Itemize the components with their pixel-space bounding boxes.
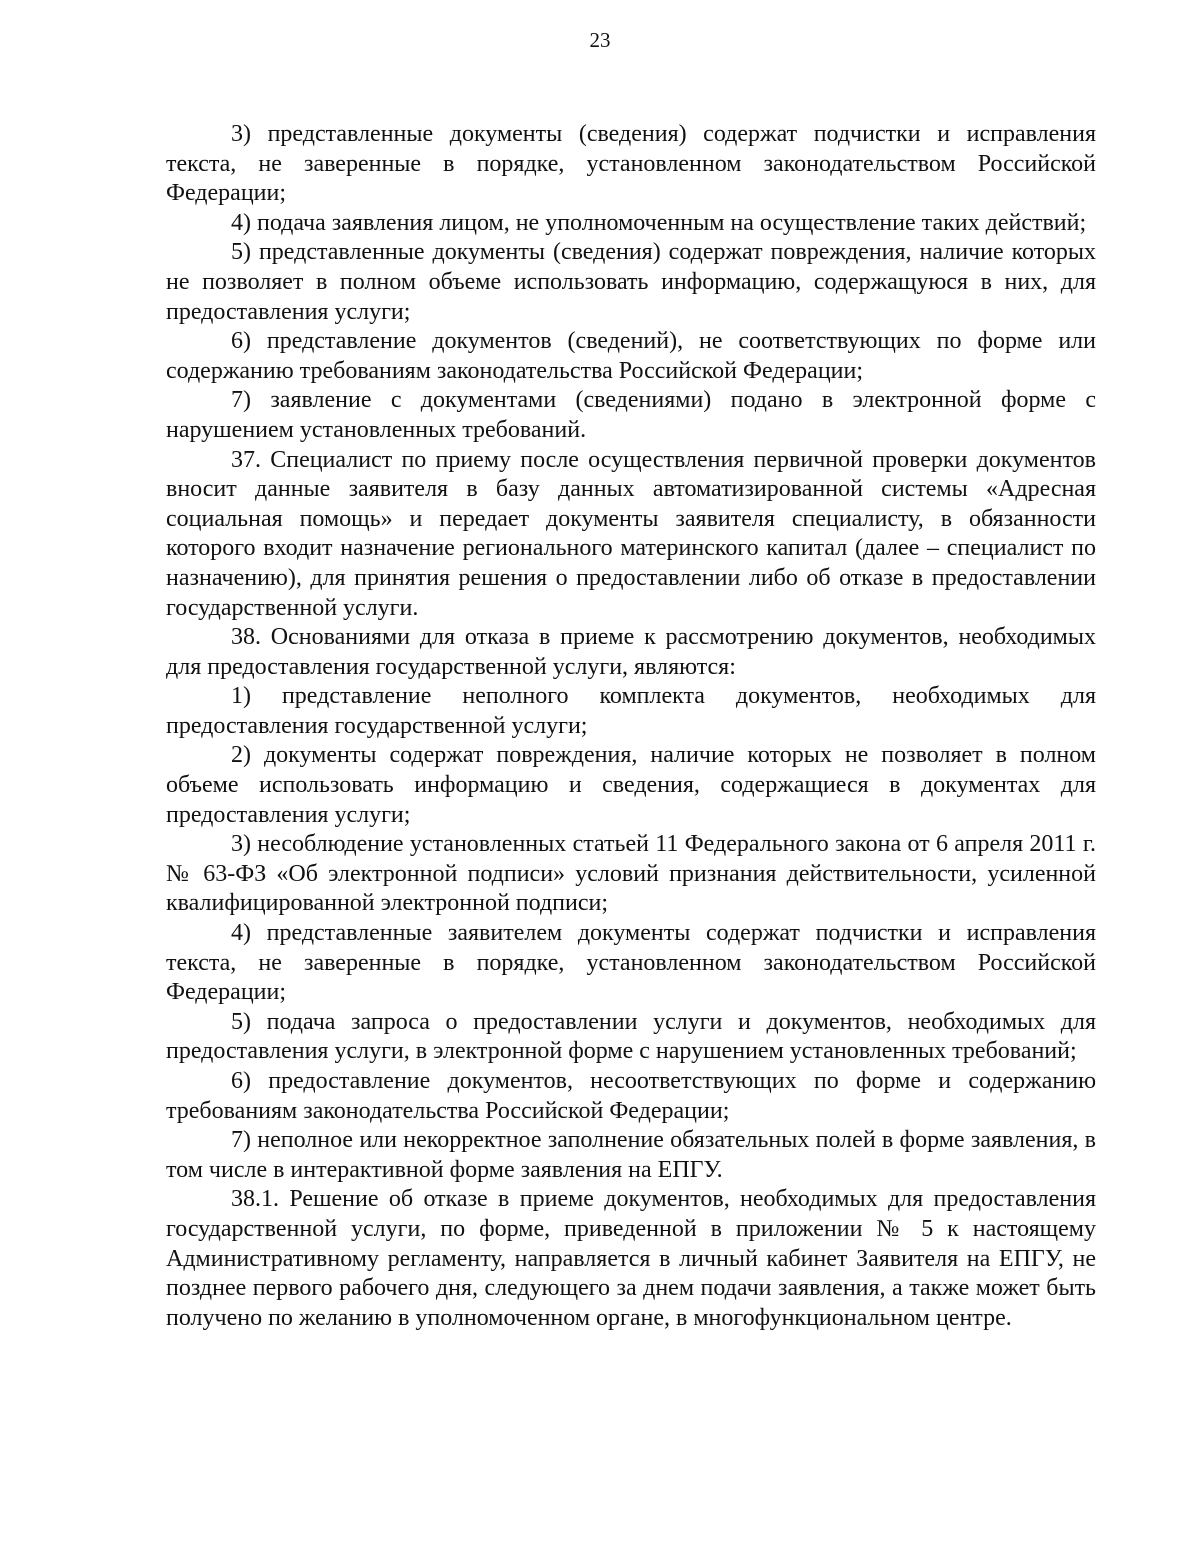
paragraph-38-item-4: 4) представленные заявителем документы содержат подчистки и исправления текста, не заверенные в порядке, установленном законодательством Российской Федерации; [166, 920, 1096, 1006]
page-number: 23 [589, 28, 611, 52]
paragraph-38: 38. Основаниями для отказа в приеме к рассмотрению документов, необходимых для предоставления государственной услуги, являются: [166, 624, 1096, 680]
paragraph-item-3-corrections: 3) представленные документы (сведения) содержат подчистки и исправления текста, не заверенные в порядке, установленном законодательством Российской Федерации; [166, 121, 1096, 207]
paragraph-item-5-damage: 5) представленные документы (сведения) содержат повреждения, наличие которых не позволяет в полном объеме использовать информацию, содержащуюся в них, для предоставления услуги; [166, 239, 1096, 325]
paragraph-38-item-3: 3) несоблюдение установленных статьей 11 Федерального закона от 6 апреля 2011 г. № 63-ФЗ «Об электронной подписи» условий признания действительности, усиленной квалифицированной электронной подписи; [166, 831, 1096, 917]
paragraph-38-item-5: 5) подача запроса о предоставлении услуги и документов, необходимых для предоставления услуги, в электронной форме с нарушением установленных требований; [166, 1008, 1096, 1065]
paragraph-item-7-electronic: 7) заявление с документами (сведениями) подано в электронной форме с нарушением установленных требований. [166, 387, 1096, 443]
paragraph-38-item-7: 7) неполное или некорректное заполнение обязательных полей в форме заявления, в том числе в интерактивной форме заявления на ЕПГУ. [166, 1127, 1096, 1183]
paragraph-38-item-2: 2) документы содержат повреждения, наличие которых не позволяет в полном объеме использовать информацию и сведения, содержащиеся в документах для предоставления услуги; [166, 742, 1096, 828]
paragraph-item-6-nonconforming: 6) представление документов (сведений), не соответствующих по форме или содержанию требованиям законодательства Российской Федерации; [166, 328, 1096, 384]
document-body [166, 120, 1096, 1333]
paragraph-38-item-6: 6) предоставление документов, несоответствующих по форме и содержанию требованиям законодательства Российской Федерации; [166, 1068, 1096, 1124]
paragraph-item-4-unauthorized: 4) подача заявления лицом, не уполномоченным на осуществление таких действий; [231, 209, 1087, 236]
paragraph-37: 37. Специалист по приему после осуществления первичной проверки документов вносит данные заявителя в базу данных автоматизированной системы «Адресная социальная помощь» и передает документы заявителя специалисту, в обязанности которого входит назначение регионального материнского капитал (далее – специалист по назначению), для принятия решения о предоставлении либо об отказе в предоставлении государственной услуги. [166, 446, 1096, 621]
paragraph-38-item-1: 1) представление неполного комплекта документов, необходимых для предоставления государственной услуги; [166, 683, 1096, 739]
paragraph-38-1: 38.1. Решение об отказе в приеме документов, необходимых для предоставления государственной услуги, по форме, приведенной в приложении № 5 к настоящему Административному регламенту, направляется в личный кабинет Заявителя на ЕПГУ, не позднее первого рабочего дня, следующего за днем подачи заявления, а также может быть получено по желанию в уполномоченном органе, в многофункциональном центре. [166, 1186, 1096, 1331]
